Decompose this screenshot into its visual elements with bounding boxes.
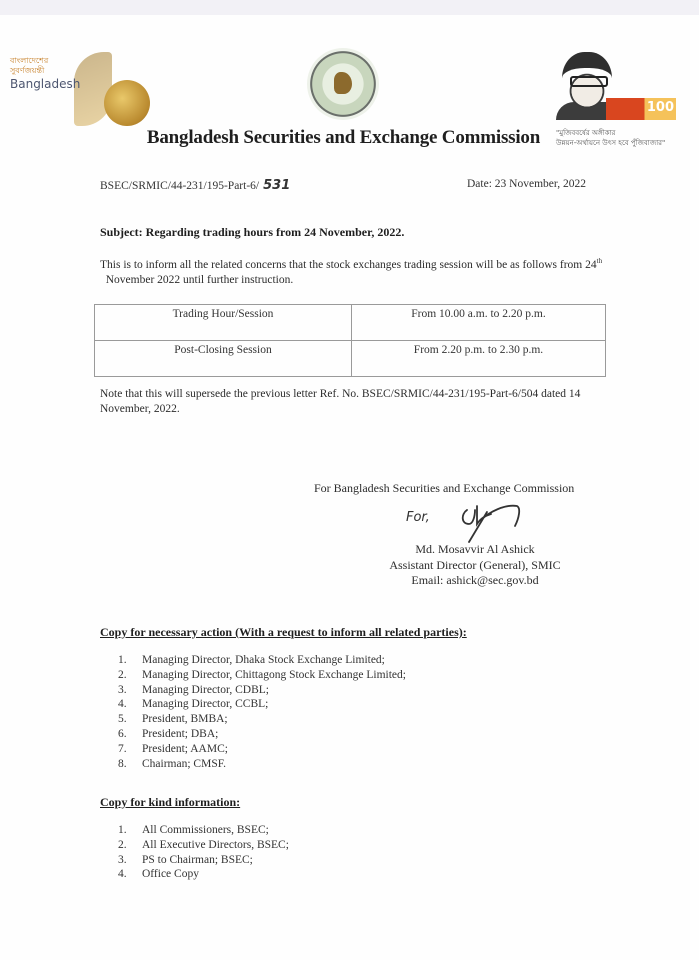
mujib-badge — [606, 98, 676, 120]
signer-name: Md. Mosavvir Al Ashick — [415, 542, 535, 556]
session-time: From 2.20 p.m. to 2.30 p.m. — [352, 341, 606, 377]
session-name: Post-Closing Session — [95, 341, 352, 377]
signer-email: Email: ashick@sec.gov.bd — [411, 573, 539, 587]
list-item-text: President; DBA; — [142, 727, 219, 740]
supersede-note: Note that this will supersede the previous letter Ref. No. BSEC/SRMIC/44-231/195-Part-6/504 dated 14 November, 2022. — [100, 388, 581, 415]
bangladesh-map-icon — [334, 72, 352, 94]
handwritten-reference-number: 531 — [263, 178, 291, 193]
list-item — [118, 742, 406, 757]
trading-sessions-table — [94, 304, 606, 377]
list-item-text: PS to Chairman; BSEC; — [142, 853, 253, 866]
list-item — [118, 867, 289, 882]
session-row — [95, 305, 606, 341]
signature-prefix: For, — [406, 510, 430, 525]
session-name: Trading Hour/Session — [95, 305, 352, 341]
list-item — [118, 727, 406, 742]
list-item-number: 5. — [118, 713, 127, 726]
bsec-seal-logo — [307, 48, 379, 120]
list-item-text: Chairman; CMSF. — [142, 757, 227, 770]
subject-line: Subject: Regarding trading hours from 24 November, 2022. — [100, 225, 405, 239]
copy-info-list — [118, 823, 289, 882]
reference-number — [100, 178, 290, 193]
intro-text-1: This is to inform all the related concerns that the stock exchanges trading session will be as follows from 24 — [100, 258, 597, 271]
list-item-text: Managing Director, CCBL; — [142, 698, 269, 711]
list-item — [118, 683, 406, 698]
list-item-number: 3. — [118, 683, 127, 696]
list-item — [118, 697, 406, 712]
signer-designation: Assistant Director (General), SMIC — [389, 557, 561, 572]
for-organization-line: For Bangladesh Securities and Exchange Commission — [314, 481, 575, 495]
list-item-text: Managing Director, CDBL; — [142, 683, 269, 696]
logo-quote-line-2: উন্নয়ন-অর্থায়নে উৎস হবে পুঁজিবাজার" — [556, 139, 666, 147]
list-item — [118, 853, 289, 868]
list-item — [118, 668, 406, 683]
organization-title — [0, 127, 699, 149]
list-item-number: 8. — [118, 757, 127, 770]
list-item — [118, 757, 406, 772]
list-item — [118, 838, 289, 853]
logo-quote-line-1: "মুজিববর্ষের অঙ্গীকার — [556, 129, 616, 137]
portrait-glasses — [570, 76, 608, 87]
intro-paragraph — [100, 254, 620, 288]
logo-english-text: Bangladesh — [10, 77, 81, 91]
list-item — [118, 823, 289, 838]
copy-action-list — [118, 653, 406, 771]
list-item-number: 6. — [118, 727, 127, 740]
list-item-number: 3. — [118, 853, 127, 866]
bangladesh-50-logo — [8, 52, 148, 122]
intro-text-2: November 2022 until further instruction. — [100, 273, 294, 286]
top-band — [0, 0, 699, 15]
list-item-number: 1. — [118, 824, 127, 836]
list-item — [118, 712, 406, 727]
list-item — [118, 653, 406, 668]
list-item-number: 4. — [118, 868, 127, 881]
session-time: From 10.00 a.m. to 2.20 p.m. — [352, 305, 606, 341]
intro-superscript: th — [596, 257, 603, 265]
list-item-text: Office Copy — [142, 868, 199, 881]
list-item-text: President; AAMC; — [142, 742, 228, 755]
handwritten-signature — [400, 498, 540, 544]
copy-action-heading: Copy for necessary action (With a request to inform all related parties): — [100, 625, 467, 639]
signature-scribble-icon — [455, 498, 535, 544]
list-item-number: 1. — [118, 654, 127, 666]
list-item-text: Managing Director, Dhaka Stock Exchange Limited; — [142, 654, 385, 666]
copy-info-heading: Copy for kind information: — [100, 795, 241, 809]
list-item-text: President, BMBA; — [142, 713, 228, 726]
signer-block — [375, 542, 575, 589]
list-item-text: All Executive Directors, BSEC; — [142, 838, 289, 851]
list-item-number: 2. — [118, 838, 127, 851]
badge-number: 100 — [646, 100, 674, 115]
logo-disc — [104, 80, 150, 126]
list-item-text: All Commissioners, BSEC; — [142, 824, 269, 836]
list-item-number: 7. — [118, 742, 127, 755]
session-row — [95, 341, 606, 377]
list-item-number: 2. — [118, 668, 127, 681]
logo-bengali-text: বাংলাদেশের সুবর্ণজয়ন্তী — [10, 56, 49, 75]
letter-date: Date: 23 November, 2022 — [467, 178, 586, 190]
organization-title-text: Bangladesh Securities and Exchange Commission — [146, 127, 541, 148]
reference-text: BSEC/SRMIC/44-231/195-Part-6/ — [100, 180, 260, 192]
list-item-number: 4. — [118, 698, 127, 711]
list-item-text: Managing Director, Chittagong Stock Exchange Limited; — [142, 668, 406, 681]
